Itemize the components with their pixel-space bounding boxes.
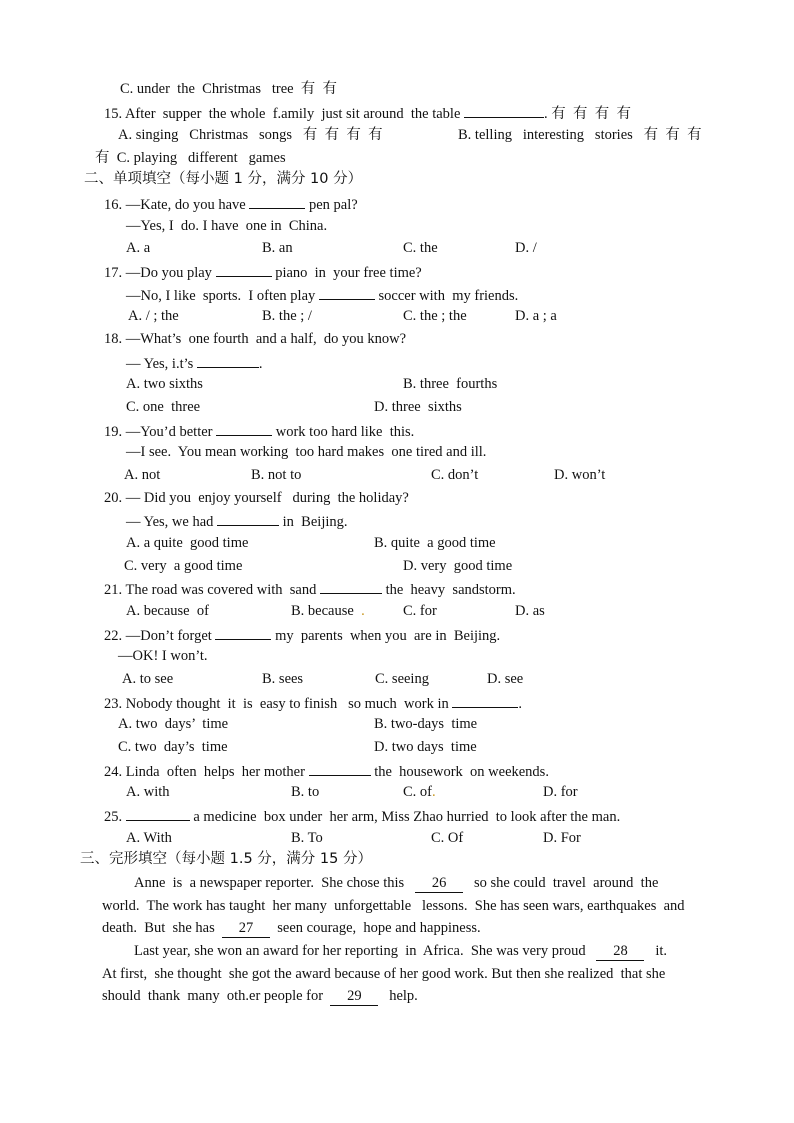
q23-option-a: A. two days’ time — [118, 716, 229, 732]
q19-blank — [216, 421, 272, 436]
q19-option-b: B. not to — [251, 467, 302, 483]
q16-stem-pre: 16. —Kate, do you have — [104, 197, 246, 213]
q17-stem-pre: 17. —Do you play — [104, 265, 212, 281]
q15-option-b: B. telling interesting stories 有 有 有 — [458, 127, 702, 143]
q19-stem-pre: 19. —You’d better — [104, 424, 213, 440]
q19-option-a: A. not — [124, 467, 161, 483]
q22-stem — [104, 625, 500, 645]
q25-option-b: B. To — [291, 830, 323, 846]
q25-option-a: A. With — [126, 830, 172, 846]
q24-option-c-label: C. of — [403, 784, 432, 800]
q21-option-a: A. because of — [126, 603, 209, 619]
cloze-line-3 — [102, 919, 481, 938]
q21-option-b-mark: . — [361, 603, 365, 619]
q20-reply — [126, 511, 348, 531]
cloze-line-1 — [134, 874, 658, 893]
q20-stem: 20. — Did you enjoy yourself during the holiday? — [104, 490, 409, 506]
q22-option-a: A. to see — [122, 671, 174, 687]
q20-option-a: A. a quite good time — [126, 535, 249, 551]
q21-option-c: C. for — [403, 603, 437, 619]
q15-option-a: A. singing Christmas songs 有 有 有 有 — [118, 127, 383, 143]
q17-option-b: B. the ; / — [262, 308, 312, 324]
q23-option-c: C. two day’s time — [118, 739, 228, 755]
q22-blank — [215, 625, 271, 640]
cloze-line-3-post: seen courage, hope and happiness. — [277, 920, 481, 936]
cloze-line-1-pre: Anne is a newspaper reporter. She chose this — [134, 875, 405, 891]
q18-reply-post: . — [258, 356, 263, 372]
q16-option-c: C. the — [403, 240, 438, 256]
q19-option-c: C. don’t — [431, 467, 479, 483]
q18-blank — [197, 353, 259, 368]
q15-blank — [464, 103, 544, 118]
q24-option-c-mark: . — [432, 784, 436, 800]
q16-option-a: A. a — [126, 240, 151, 256]
q15-stem — [104, 103, 631, 123]
cloze-line-1-post: so she could travel around the — [473, 875, 659, 891]
cloze-line-6-pre: should thank many oth.er people for — [102, 988, 324, 1004]
q25-stem — [104, 806, 620, 826]
q23-stem-pre: 23. Nobody thought it is easy to finish so much work in — [104, 696, 449, 712]
q17-stem — [104, 262, 422, 282]
q20-option-b: B. quite a good time — [374, 535, 496, 551]
q18-option-a: A. two sixths — [126, 376, 203, 392]
q16-option-b: B. an — [262, 240, 293, 256]
q22-stem-post: my parents when you are in Beijing. — [275, 628, 501, 644]
q20-option-d: D. very good time — [403, 558, 513, 574]
cloze-line-4-post: it. — [655, 943, 668, 959]
q24-stem-post: the housework on weekends. — [374, 764, 549, 780]
q21-stem — [104, 579, 516, 599]
q18-option-d: D. three sixths — [374, 399, 462, 415]
q19-option-d: D. won’t — [554, 467, 606, 483]
cloze-line-6 — [102, 987, 418, 1006]
q24-blank — [309, 761, 371, 776]
q19-stem-post: work too hard like this. — [275, 424, 415, 440]
q18-option-b: B. three fourths — [403, 376, 498, 392]
q23-stem-post: . — [518, 696, 523, 712]
cloze-line-4 — [134, 942, 667, 961]
q19-stem — [104, 421, 414, 441]
section-2-title: 二、单项填空（每小题 1 分，满分 10 分） — [84, 171, 363, 187]
q17-stem-post: piano in your free time? — [275, 265, 422, 281]
q18-stem: 18. —What’s one fourth and a half, do you know? — [104, 331, 407, 347]
q17-option-a: A. / ; the — [128, 308, 179, 324]
q17-reply-post: soccer with my friends. — [378, 288, 519, 304]
q16-reply: —Yes, I do. I have one in China. — [126, 218, 328, 234]
q15-option-c: 有 C. playing different games — [95, 150, 286, 166]
cloze-line-2: world. The work has taught her many unforgettable lessons. She has seen wars, earthquakes and — [102, 898, 685, 914]
q24-option-d: D. for — [543, 784, 578, 800]
q23-stem — [104, 693, 522, 713]
q21-stem-pre: 21. The road was covered with sand — [104, 582, 317, 598]
q25-stem-pre: 25. — [104, 809, 123, 825]
q21-option-b-label: B. because — [291, 603, 354, 619]
cloze-line-3-pre: death. But she has — [102, 920, 215, 936]
cloze-blank-26: 26 — [415, 874, 463, 893]
q22-stem-pre: 22. —Don’t forget — [104, 628, 212, 644]
q18-reply — [126, 353, 263, 373]
cloze-line-6-post: help. — [389, 988, 418, 1004]
q20-reply-post: in Beijing. — [282, 514, 348, 530]
q24-stem-pre: 24. Linda often helps her mother — [104, 764, 305, 780]
q22-option-c: C. seeing — [375, 671, 429, 687]
q20-option-c: C. very a good time — [124, 558, 243, 574]
q22-reply: —OK! I won’t. — [118, 648, 208, 664]
q23-blank — [452, 693, 518, 708]
q20-reply-pre: — Yes, we had — [126, 514, 214, 530]
q17-blank-1 — [216, 262, 272, 277]
q17-option-d: D. a ; a — [515, 308, 557, 324]
q25-blank — [126, 806, 190, 821]
q24-option-b: B. to — [291, 784, 320, 800]
cloze-blank-27: 27 — [222, 919, 270, 938]
q16-blank — [249, 194, 305, 209]
q21-blank — [320, 579, 382, 594]
q24-option-c — [403, 783, 436, 801]
q17-reply-pre: —No, I like sports. I often play — [126, 288, 316, 304]
q24-stem — [104, 761, 549, 781]
cloze-line-4-pre: Last year, she won an award for her reporting in Africa. She was very proud — [134, 943, 586, 959]
q17-blank-2 — [319, 285, 375, 300]
q23-option-b: B. two-days time — [374, 716, 478, 732]
q17-option-c: C. the ; the — [403, 308, 467, 324]
cloze-line-5: At first, she thought she got the award because of her good work. But then she realized that she — [102, 966, 666, 982]
q25-option-c: C. Of — [431, 830, 464, 846]
q22-option-b: B. sees — [262, 671, 304, 687]
q17-reply — [126, 285, 518, 305]
q14-option-c: C. under the Christmas tree 有 有 — [120, 81, 338, 97]
q21-stem-post: the heavy sandstorm. — [385, 582, 516, 598]
q24-option-a: A. with — [126, 784, 170, 800]
q23-option-d: D. two days time — [374, 739, 477, 755]
q18-reply-pre: — Yes, i.t’s — [126, 356, 194, 372]
q25-stem-post: a medicine box under her arm, Miss Zhao hurried to look after the man. — [193, 809, 621, 825]
q18-option-c: C. one three — [126, 399, 201, 415]
q16-option-d: D. / — [515, 240, 537, 256]
q15-stem-pre: 15. After supper the whole f.amily just sit around the table — [104, 106, 461, 122]
q21-option-b — [291, 602, 365, 620]
cloze-blank-29: 29 — [330, 987, 378, 1006]
q15-stem-post: . 有 有 有 有 — [544, 106, 632, 122]
q20-blank — [217, 511, 279, 526]
q16-stem-post: pen pal? — [309, 197, 358, 213]
q19-reply: —I see. You mean working too hard makes one tired and ill. — [126, 444, 487, 460]
q22-option-d: D. see — [487, 671, 524, 687]
cloze-blank-28: 28 — [596, 942, 644, 961]
section-3-title: 三、完形填空（每小题 1.5 分，满分 15 分） — [80, 851, 372, 867]
q16-stem — [104, 194, 358, 214]
q25-option-d: D. For — [543, 830, 581, 846]
q21-option-d: D. as — [515, 603, 545, 619]
